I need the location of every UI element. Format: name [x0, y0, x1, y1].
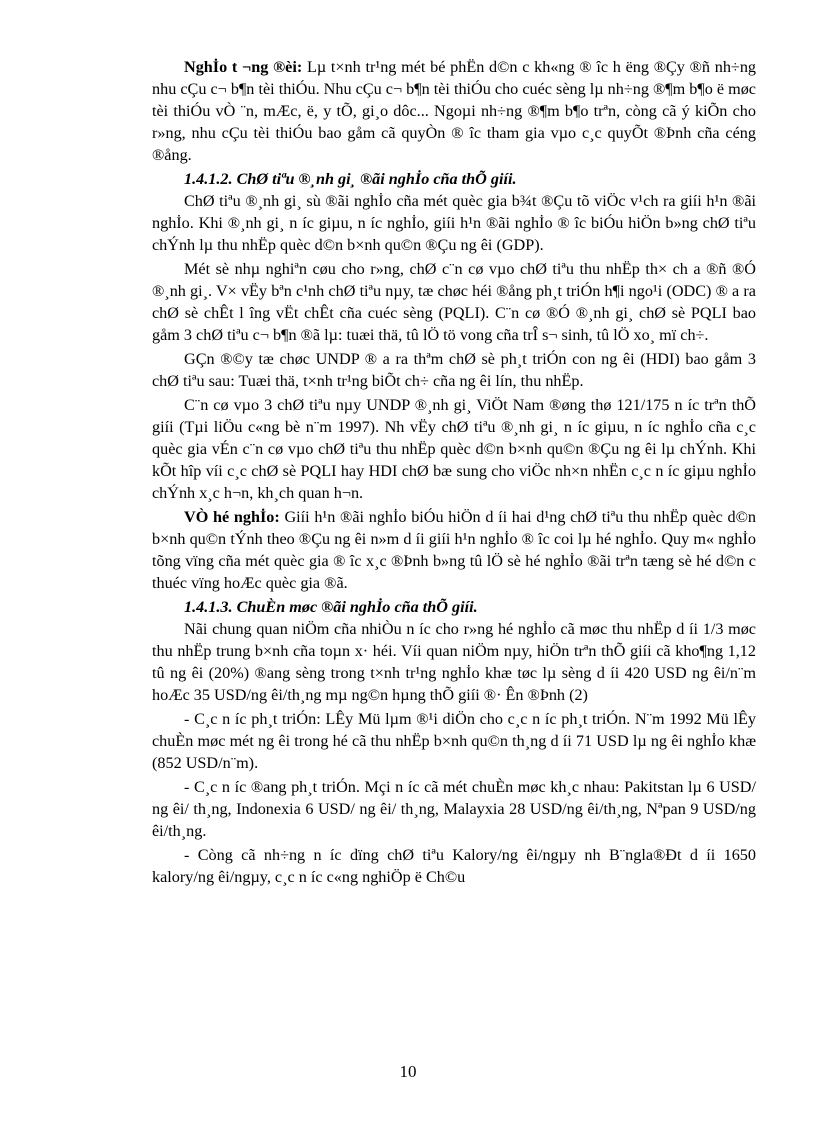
paragraph: Nãi chung quan niÖm cña nhiÒu n íc cho r»ng hé nghİo cã møc thu nhËp d íi 1/3 møc thu nhËp trung b×nh cña toµn x· héi. Víi quan niÖm nµy, hiÖn trªn thÕ giíi cã kho¶ng 1,12 tû ng êi (20%) ®ang sèng trong t×nh tr¹ng nghİo khæ tøc lµ sèng d íi 420 USD ng êi/n¨m hoÆc 35 USD/ng êi/th¸ng mµ ng©n hµng thÕ giíi ®· Ên ®Þnh (2)	[152, 620, 756, 704]
paragraph: ChØ tiªu ®¸nh gi¸ sù ®ãi nghİo cña mét quèc gia b¾t ®Çu tõ viÖc v¹ch ra giíi h¹n ®ãi nghİo. Khi ®¸nh gi¸ n íc giµu, n íc nghİo, giíi h¹n ®ãi nghİo ® îc biÓu hiÖn b»ng chØ tiªu chÝnh lµ thu nhËp quèc d©n b×nh qu©n ®Çu ng êi (GDP).	[152, 192, 756, 254]
paragraph: C¨n cø vµo 3 chØ tiªu nµy UNDP ®¸nh gi¸ ViÖt Nam ®øng thø 121/175 n íc trªn thÕ giíi (Tµi liÖu c«ng bè n¨m 1997). Nh vËy chØ tiªu ®¸nh gi¸ n íc giµu, n íc nghİo cña c¸c quèc gia vÉn c¨n cø vµo chØ tiªu thu nhËp quèc d©n b×nh qu©n ®Çu ng êi lµ chÝnh. Khi kÕt hîp víi c¸c chØ sè PQLI hay HDI chØ bæ sung cho viÖc nh×n nhËn c¸c n íc giµu nghİo chÝnh x¸c h¬n, kh¸ch quan h¬n.	[152, 396, 756, 502]
paragraph-text: Giíi h¹n ®ãi nghİo biÓu hiÖn d íi hai d¹ng chØ tiªu thu nhËp quèc d©n b×nh qu©n tÝnh theo ®Çu ng êi n»m d íi giíi h¹n nghİo ® îc coi lµ hé nghİo. Quy m« nghİo tõng vïng cña mét quèc gia ® îc x¸c ®Þnh b»ng tû lÖ sè hé nghİo ®ãi trªn tæng sè hé d©n c thuéc vïng hoÆc quèc gia ®ã.	[152, 508, 756, 592]
paragraph-relative-poverty	[152, 56, 756, 166]
paragraph: GÇn ®©y tæ chøc UNDP ® a ra thªm chØ sè ph¸t triÓn con ng êi (HDI) bao gåm 3 chØ tiªu sau: Tuæi thä, t×nh tr¹ng biÕt ch÷ cña ng êi lín, thu nhËp.	[152, 350, 756, 390]
paragraph: Mét sè nhµ nghiªn cøu cho r»ng, chØ c¨n cø vµo chØ tiªu thu nhËp th× ch a ®ñ ®Ó ®¸nh gi¸. V× vËy bªn c¹nh chØ tiªu nµy, tæ chøc héi ®ång ph¸t triÓn h¶i ngo¹i (ODC) ® a ra chØ sè chÊt l îng vËt chÊt cña cuéc sèng (PQLI). C¨n cø ®Ó ®¸nh gi¸ chØ sè PQLI bao gåm 3 chØ tiªu c¬ b¶n ®ã lµ: tuæi thä, tû lÖ tö vong cña trÎ s¬ sinh, tû lÖ xo¸ mï ch÷.	[152, 260, 756, 344]
lead-term: VÒ hé nghİo:	[184, 508, 280, 526]
paragraph: - C¸c n íc ph¸t triÓn: LÊy Mü lµm ®¹i diÖn cho c¸c n íc ph¸t triÓn. N¨m 1992 Mü lÊy chuÈn møc mét ng êi trong hé cã thu nhËp b×nh qu©n th¸ng d íi 71 USD lµ ng êi nghİo khæ (852 USD/n¨m).	[152, 710, 756, 772]
paragraph-text: Lµ t×nh tr¹ng mét bé phËn d©n c kh«ng ® îc h ëng ®Çy ®ñ nh÷ng nhu cÇu c¬ b¶n tèi thiÓu. Nhu cÇu c¬ b¶n tèi thiÓu cho cuéc sèng lµ nh÷ng ®¶m b¶o ë møc tèi thiÓu vÒ ¨n, mÆc, ë, y tÕ, gi¸o dôc... Ngoµi nh÷ng ®¶m b¶o trªn, còng cã ý kiÕn cho r»ng, nhu cÇu tèi thiÓu bao gåm cã quyÒn ® îc tham gia vµo c¸c quyÕt ®Þnh cña céng ®ång.	[152, 58, 757, 164]
paragraph: - Còng cã nh÷ng n íc dïng chØ tiªu Kalory/ng êi/ngµy nh B¨ngla®Ðt d íi 1650 kalory/ng êi/ngµy, c¸c n íc c«ng nghiÖp ë Ch©u	[152, 846, 756, 886]
lead-term: Nghİo t ¬ng ®èi:	[184, 58, 303, 76]
section-heading: 1.4.1.3. ChuÈn møc ®ãi nghİo cña thÕ giíi.	[184, 598, 478, 616]
page-number: 10	[399, 1062, 417, 1081]
paragraph-poor-households	[152, 506, 756, 594]
paragraph: - C¸c n íc ®ang ph¸t triÓn. Mçi n íc cã mét chuÈn møc kh¸c nhau: Pakitstan lµ 6 USD/ ng êi/ th¸ng, Indonexia 6 USD/ ng êi/ th¸ng, Malayxia 28 USD/ng êi/th¸ng, Nªpan 9 USD/ng êi/th¸ng.	[152, 778, 756, 840]
document-body	[152, 56, 756, 890]
section-heading: 1.4.1.2. ChØ tiªu ®¸nh gi¸ ®ãi nghİo cña thÕ giíi.	[184, 170, 517, 188]
